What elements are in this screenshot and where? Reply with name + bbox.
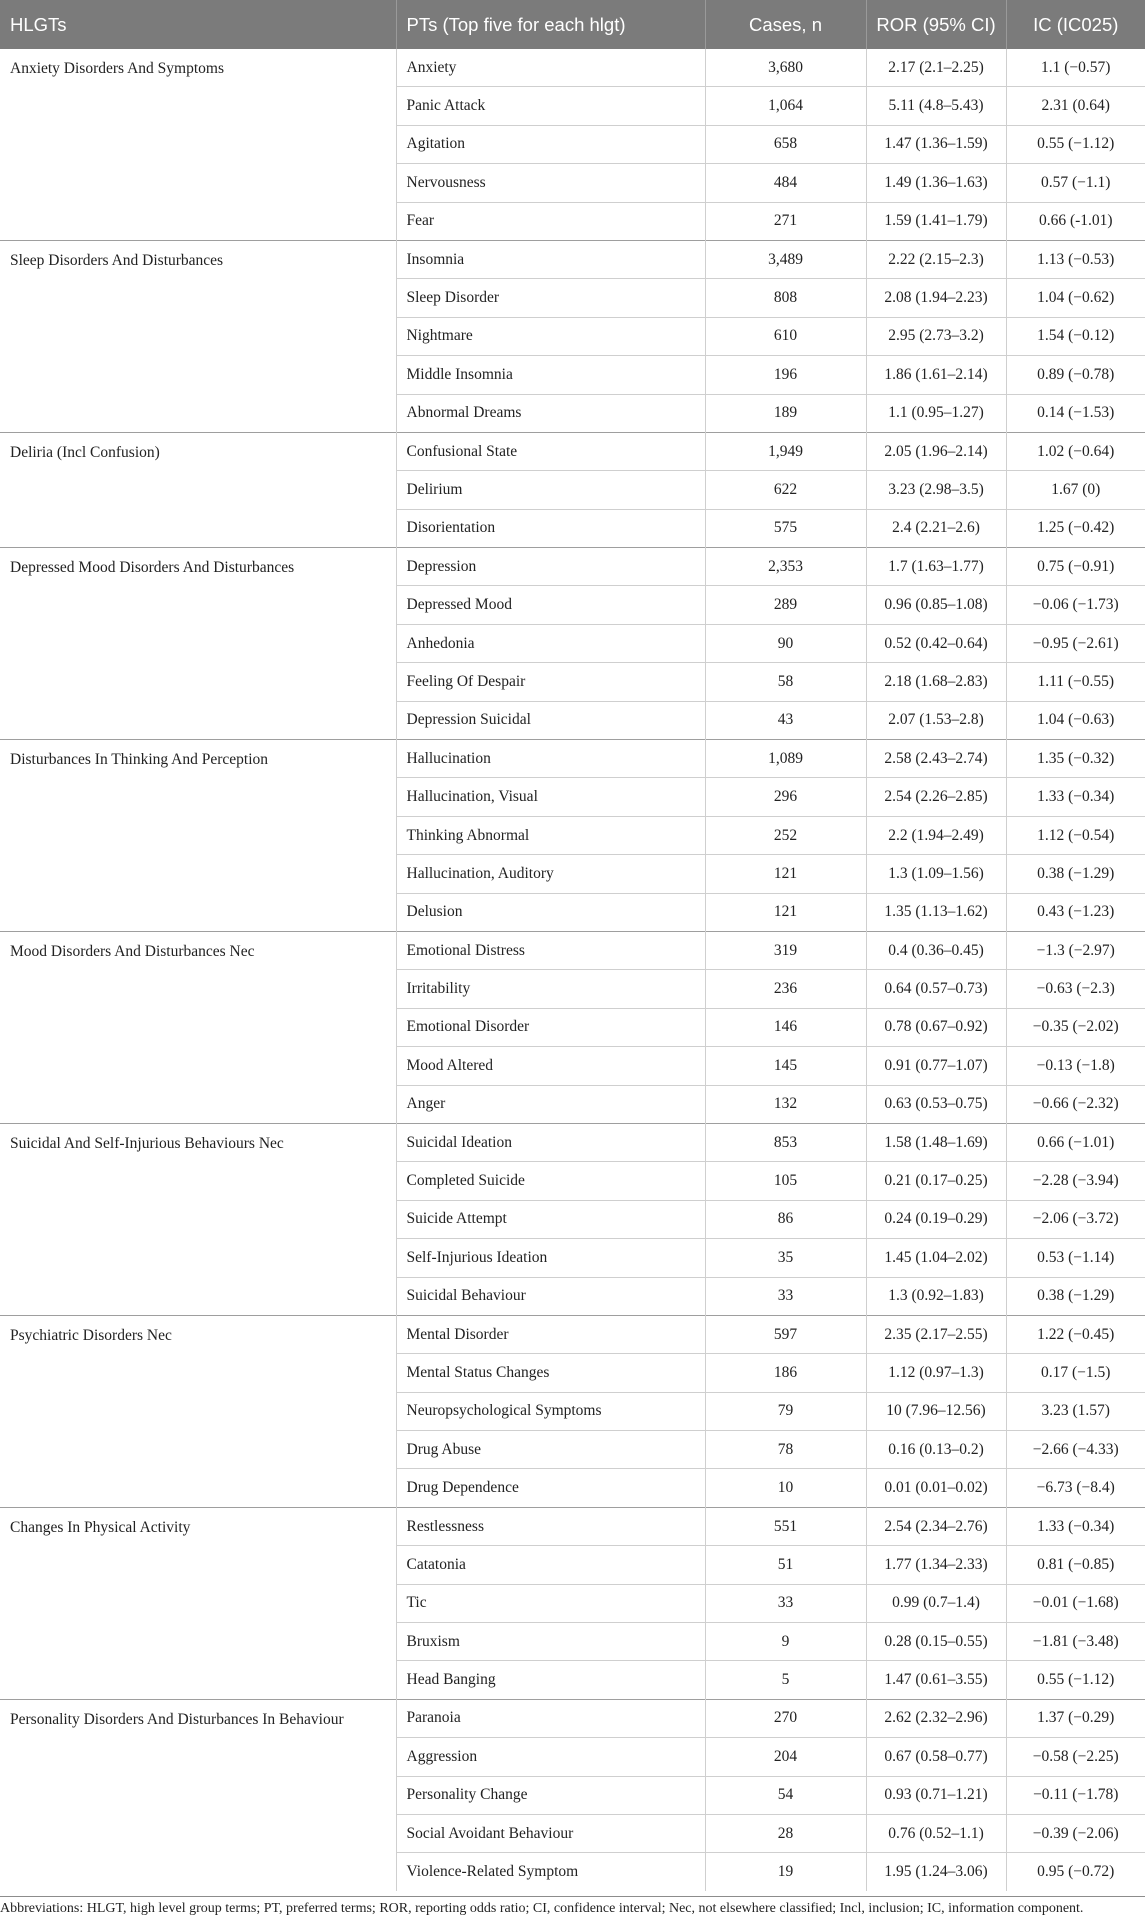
ror-cell: 2.95 (2.73–3.2) [866,317,1006,355]
cases-cell: 86 [705,1200,866,1238]
pt-cell: Personality Change [396,1776,705,1814]
ic-cell: −0.11 (−1.78) [1006,1776,1145,1814]
ic-cell: 0.81 (−0.85) [1006,1546,1145,1584]
ic-cell: 1.67 (0) [1006,471,1145,509]
pt-cell: Middle Insomnia [396,356,705,394]
cases-cell: 121 [705,855,866,893]
pt-cell: Tic [396,1584,705,1622]
cases-cell: 145 [705,1047,866,1085]
pt-cell: Anhedonia [396,624,705,662]
pt-cell: Suicidal Ideation [396,1123,705,1161]
pt-cell: Delusion [396,893,705,931]
hlgt-cell: Disturbances In Thinking And Perception [0,740,396,932]
pt-cell: Social Avoidant Behaviour [396,1814,705,1852]
cases-cell: 58 [705,663,866,701]
cases-cell: 33 [705,1584,866,1622]
pt-cell: Panic Attack [396,87,705,125]
cases-cell: 236 [705,970,866,1008]
hlgt-cell: Deliria (Incl Confusion) [0,432,396,547]
pt-cell: Violence-Related Symptom [396,1853,705,1891]
pt-cell: Insomnia [396,240,705,278]
pt-cell: Anger [396,1085,705,1123]
pt-cell: Mental Disorder [396,1315,705,1353]
cases-cell: 289 [705,586,866,624]
cases-cell: 622 [705,471,866,509]
cases-cell: 35 [705,1239,866,1277]
ic-cell: −2.28 (−3.94) [1006,1162,1145,1200]
ic-cell: 1.22 (−0.45) [1006,1315,1145,1353]
pt-cell: Anxiety [396,49,705,87]
ror-cell: 2.2 (1.94–2.49) [866,816,1006,854]
ic-cell: 0.38 (−1.29) [1006,855,1145,893]
cases-cell: 3,680 [705,49,866,87]
pt-cell: Neuropsychological Symptoms [396,1392,705,1430]
ic-cell: 0.75 (−0.91) [1006,548,1145,586]
ror-cell: 2.05 (1.96–2.14) [866,432,1006,470]
cases-cell: 90 [705,624,866,662]
ic-cell: 0.89 (−0.78) [1006,356,1145,394]
pt-cell: Mental Status Changes [396,1354,705,1392]
pt-cell: Mood Altered [396,1047,705,1085]
table-row [0,1507,1145,1545]
cases-cell: 79 [705,1392,866,1430]
header-row [0,0,1145,49]
ror-cell: 1.3 (1.09–1.56) [866,855,1006,893]
ic-cell: 0.53 (−1.14) [1006,1239,1145,1277]
hlgt-cell: Changes In Physical Activity [0,1507,396,1699]
ror-cell: 0.28 (0.15–0.55) [866,1623,1006,1661]
table-row [0,1699,1145,1737]
cases-cell: 551 [705,1507,866,1545]
header-ic: IC (IC025) [1006,0,1145,49]
ic-cell: −0.95 (−2.61) [1006,624,1145,662]
ic-cell: 1.25 (−0.42) [1006,509,1145,547]
hlgt-cell: Personality Disorders And Disturbances In Behaviour [0,1699,396,1890]
ic-cell: −2.66 (−4.33) [1006,1431,1145,1469]
pt-cell: Drug Dependence [396,1469,705,1507]
hlgt-cell: Psychiatric Disorders Nec [0,1315,396,1507]
ic-cell: 3.23 (1.57) [1006,1392,1145,1430]
ic-cell: 1.33 (−0.34) [1006,778,1145,816]
ic-cell: 1.54 (−0.12) [1006,317,1145,355]
ror-cell: 0.52 (0.42–0.64) [866,624,1006,662]
ror-cell: 2.08 (1.94–2.23) [866,279,1006,317]
ic-cell: 1.35 (−0.32) [1006,740,1145,778]
cases-cell: 597 [705,1315,866,1353]
cases-cell: 33 [705,1277,866,1315]
cases-cell: 1,064 [705,87,866,125]
cases-cell: 10 [705,1469,866,1507]
ror-cell: 0.16 (0.13–0.2) [866,1431,1006,1469]
pt-cell: Emotional Disorder [396,1008,705,1046]
ic-cell: 0.38 (−1.29) [1006,1277,1145,1315]
pt-cell: Restlessness [396,1507,705,1545]
table-row [0,931,1145,969]
cases-cell: 43 [705,701,866,739]
ror-cell: 1.77 (1.34–2.33) [866,1546,1006,1584]
cases-cell: 51 [705,1546,866,1584]
pt-cell: Irritability [396,970,705,1008]
ic-cell: 0.95 (−0.72) [1006,1853,1145,1891]
cases-cell: 3,489 [705,240,866,278]
ror-cell: 2.07 (1.53–2.8) [866,701,1006,739]
ic-cell: −0.39 (−2.06) [1006,1814,1145,1852]
ic-cell: −2.06 (−3.72) [1006,1200,1145,1238]
pt-cell: Hallucination, Visual [396,778,705,816]
ror-cell: 0.78 (0.67–0.92) [866,1008,1006,1046]
ic-cell: 0.66 (−1.01) [1006,1123,1145,1161]
cases-cell: 610 [705,317,866,355]
ror-cell: 1.35 (1.13–1.62) [866,893,1006,931]
cases-cell: 252 [705,816,866,854]
pt-cell: Confusional State [396,432,705,470]
ror-cell: 2.22 (2.15–2.3) [866,240,1006,278]
pt-cell: Depression Suicidal [396,701,705,739]
cases-cell: 196 [705,356,866,394]
hlgt-cell: Anxiety Disorders And Symptoms [0,49,396,240]
pt-cell: Agitation [396,125,705,163]
pt-cell: Self-Injurious Ideation [396,1239,705,1277]
cases-cell: 28 [705,1814,866,1852]
header-hlgts: HLGTs [0,0,396,49]
pt-cell: Suicidal Behaviour [396,1277,705,1315]
cases-cell: 5 [705,1661,866,1699]
ic-cell: 1.02 (−0.64) [1006,432,1145,470]
cases-cell: 1,949 [705,432,866,470]
ic-cell: 1.12 (−0.54) [1006,816,1145,854]
pt-cell: Fear [396,202,705,240]
ic-cell: 0.14 (−1.53) [1006,394,1145,432]
table-row [0,49,1145,87]
cases-cell: 189 [705,394,866,432]
cases-cell: 808 [705,279,866,317]
ic-cell: 1.04 (−0.63) [1006,701,1145,739]
pt-cell: Aggression [396,1738,705,1776]
pt-cell: Suicide Attempt [396,1200,705,1238]
ror-cell: 1.1 (0.95–1.27) [866,394,1006,432]
pt-cell: Hallucination, Auditory [396,855,705,893]
hlgt-cell: Mood Disorders And Disturbances Nec [0,931,396,1123]
ic-cell: 0.55 (−1.12) [1006,1661,1145,1699]
ror-cell: 1.49 (1.36–1.63) [866,164,1006,202]
ic-cell: −0.66 (−2.32) [1006,1085,1145,1123]
cases-cell: 271 [705,202,866,240]
ror-cell: 1.12 (0.97–1.3) [866,1354,1006,1392]
header-pts: PTs (Top five for each hlgt) [396,0,705,49]
ror-cell: 10 (7.96–12.56) [866,1392,1006,1430]
cases-cell: 105 [705,1162,866,1200]
ic-cell: −1.81 (−3.48) [1006,1623,1145,1661]
ic-cell: −0.63 (−2.3) [1006,970,1145,1008]
pt-cell: Head Banging [396,1661,705,1699]
ic-cell: −0.01 (−1.68) [1006,1584,1145,1622]
ror-cell: 2.4 (2.21–2.6) [866,509,1006,547]
ror-cell: 1.47 (1.36–1.59) [866,125,1006,163]
ror-cell: 2.54 (2.34–2.76) [866,1507,1006,1545]
pt-cell: Nervousness [396,164,705,202]
pt-cell: Bruxism [396,1623,705,1661]
table-body [0,49,1145,1891]
ror-cell: 2.17 (2.1–2.25) [866,49,1006,87]
cases-cell: 1,089 [705,740,866,778]
table-row [0,548,1145,586]
table-row [0,432,1145,470]
cases-cell: 2,353 [705,548,866,586]
ic-cell: 0.43 (−1.23) [1006,893,1145,931]
ror-cell: 0.76 (0.52–1.1) [866,1814,1006,1852]
ic-cell: 1.37 (−0.29) [1006,1699,1145,1737]
pt-cell: Depression [396,548,705,586]
ror-cell: 0.96 (0.85–1.08) [866,586,1006,624]
ror-cell: 1.58 (1.48–1.69) [866,1123,1006,1161]
ror-cell: 0.67 (0.58–0.77) [866,1738,1006,1776]
pt-cell: Thinking Abnormal [396,816,705,854]
ror-cell: 0.64 (0.57–0.73) [866,970,1006,1008]
pt-cell: Delirium [396,471,705,509]
ror-cell: 5.11 (4.8–5.43) [866,87,1006,125]
ror-cell: 3.23 (2.98–3.5) [866,471,1006,509]
ic-cell: 1.11 (−0.55) [1006,663,1145,701]
table-row [0,1123,1145,1161]
pt-cell: Depressed Mood [396,586,705,624]
cases-cell: 54 [705,1776,866,1814]
pt-cell: Nightmare [396,317,705,355]
pt-cell: Abnormal Dreams [396,394,705,432]
ic-cell: −6.73 (−8.4) [1006,1469,1145,1507]
ic-cell: 0.17 (−1.5) [1006,1354,1145,1392]
cases-cell: 9 [705,1623,866,1661]
hlgt-cell: Suicidal And Self-Injurious Behaviours Nec [0,1123,396,1315]
hlgt-cell: Sleep Disorders And Disturbances [0,240,396,432]
table-row [0,1315,1145,1353]
cases-cell: 204 [705,1738,866,1776]
ror-cell: 0.93 (0.71–1.21) [866,1776,1006,1814]
header-cases: Cases, n [705,0,866,49]
ror-cell: 1.3 (0.92–1.83) [866,1277,1006,1315]
ic-cell: 2.31 (0.64) [1006,87,1145,125]
ror-cell: 2.35 (2.17–2.55) [866,1315,1006,1353]
cases-cell: 19 [705,1853,866,1891]
pt-cell: Hallucination [396,740,705,778]
ror-cell: 1.86 (1.61–2.14) [866,356,1006,394]
ic-cell: 0.55 (−1.12) [1006,125,1145,163]
ror-cell: 0.63 (0.53–0.75) [866,1085,1006,1123]
ic-cell: 1.04 (−0.62) [1006,279,1145,317]
ic-cell: 1.33 (−0.34) [1006,1507,1145,1545]
cases-cell: 296 [705,778,866,816]
cases-cell: 146 [705,1008,866,1046]
cases-cell: 132 [705,1085,866,1123]
pt-cell: Catatonia [396,1546,705,1584]
ror-cell: 1.95 (1.24–3.06) [866,1853,1006,1891]
pt-cell: Drug Abuse [396,1431,705,1469]
ror-cell: 2.58 (2.43–2.74) [866,740,1006,778]
ic-cell: 0.66 (-1.01) [1006,202,1145,240]
ic-cell: 1.1 (−0.57) [1041,58,1111,76]
ic-cell: −0.06 (−1.73) [1006,586,1145,624]
pt-cell: Feeling Of Despair [396,663,705,701]
ror-cell: 0.99 (0.7–1.4) [866,1584,1006,1622]
pt-cell: Paranoia [396,1699,705,1737]
pt-cell: Emotional Distress [396,931,705,969]
ic-cell: −0.58 (−2.25) [1006,1738,1145,1776]
cases-cell: 853 [705,1123,866,1161]
cases-cell: 484 [705,164,866,202]
ror-cell: 2.18 (1.68–2.83) [866,663,1006,701]
abbreviations-footnote: Abbreviations: HLGT, high level group terms; PT, preferred terms; ROR, reporting odds ratio; CI, confidence interval; Nec, not elsewhere classified; Incl, inclusion; IC, information component. [0,1896,1145,1921]
ror-cell: 0.91 (0.77–1.07) [866,1047,1006,1085]
ror-cell: 0.21 (0.17–0.25) [866,1162,1006,1200]
cases-cell: 319 [705,931,866,969]
ror-cell: 2.62 (2.32–2.96) [866,1699,1006,1737]
pt-cell: Completed Suicide [396,1162,705,1200]
pt-cell: Disorientation [396,509,705,547]
ic-cell: −0.35 (−2.02) [1006,1008,1145,1046]
ror-cell: 2.54 (2.26–2.85) [866,778,1006,816]
table-row [0,740,1145,778]
ror-cell: 0.24 (0.19–0.29) [866,1200,1006,1238]
table-row [0,240,1145,278]
cases-cell: 78 [705,1431,866,1469]
cases-cell: 121 [705,893,866,931]
hlgt-cell: Depressed Mood Disorders And Disturbances [0,548,396,740]
cases-cell: 658 [705,125,866,163]
ic-cell: −0.13 (−1.8) [1006,1047,1145,1085]
ror-cell: 1.45 (1.04–2.02) [866,1239,1006,1277]
cases-cell: 186 [705,1354,866,1392]
header-ror: ROR (95% CI) [866,0,1006,49]
ic-cell: 1.13 (−0.53) [1006,240,1145,278]
ror-cell: 1.59 (1.41–1.79) [866,202,1006,240]
pt-cell: Sleep Disorder [396,279,705,317]
ror-cell: 1.7 (1.63–1.77) [866,548,1006,586]
ic-cell: −1.3 (−2.97) [1006,931,1145,969]
ror-cell: 0.01 (0.01–0.02) [866,1469,1006,1507]
cases-cell: 270 [705,1699,866,1737]
ror-cell: 0.4 (0.36–0.45) [866,931,1006,969]
cases-cell: 575 [705,509,866,547]
ic-cell: 0.57 (−1.1) [1006,164,1145,202]
ror-cell: 1.47 (0.61–3.55) [866,1661,1006,1699]
